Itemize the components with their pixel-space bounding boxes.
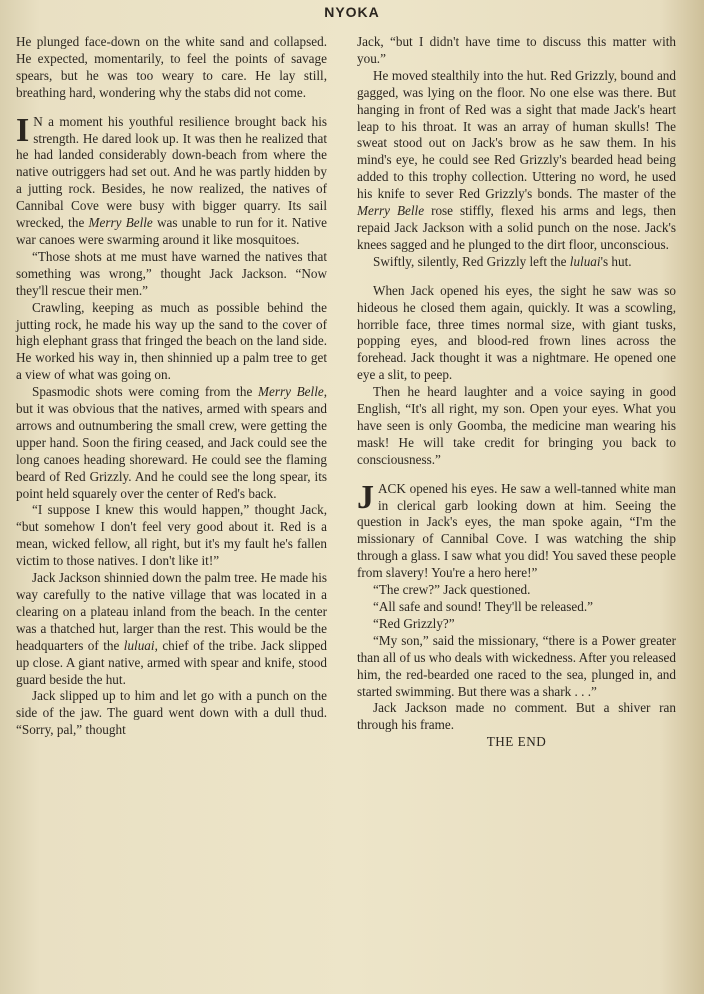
left-column — [16, 34, 327, 739]
text: 's hut. — [600, 253, 632, 269]
text: was unable to run for it. Native war canoes were swarming around it like mosquitoes. — [16, 215, 328, 247]
paragraph — [357, 254, 676, 271]
text: Swiftly, silently, Red Grizzly left the — [373, 253, 570, 269]
paragraph — [357, 68, 676, 254]
running-header: NYOKA — [324, 4, 380, 20]
drop-cap: I — [16, 111, 30, 149]
paragraph: “I suppose I knew this would happen,” thought Jack, “but somehow I don't feel very good about it. Red is a mean, wicked fellow, all right, but it's my fault he's fallen victim to those natives. I don't like it!” — [16, 502, 327, 569]
paragraph: Jack slipped up to him and let go with a punch on the side of the jaw. The guard went down with a dull thud. “Sorry, pal,” thought — [16, 688, 327, 738]
paragraph: When Jack opened his eyes, the sight he saw was so hideous he closed them again, quickly. It was a scowling, horrible face, three times normal size, with giant tusks, popping eyes, and blood-red frown lines across the forehead. Jack thought it was a nightmare. He opened one eye a slit, to peep. — [357, 282, 676, 383]
paragraph: “Red Grizzly?” — [373, 615, 455, 631]
the-end: THE END — [486, 734, 547, 750]
text: Jack Jackson shinnied down the palm tree. He made his way carefully to the native village that was located in a clearing on a plateau inland from the beach. In the center was a thatched hut, larger than the rest. This would be the headquarters of the — [16, 570, 327, 653]
ship-name: Merry Belle — [257, 384, 324, 400]
text: N a moment his youthful resilience brought back his strength. He dared look up. It was then he realized that he had landed considerably down-beach from where the native outriggers had set out. And he was partly hidden by a jutting rock. Besides, he now realized, the natives of Cannibal Cove were busy with bigger quarry. Its sail wrecked, the — [16, 113, 327, 231]
text: ACK opened his eyes. He saw a well-tanned white man in clerical garb looking down at him. Seeing the question in Jack's eyes, the man spoke again, “I'm the missionary of Cannibal Cove. I was watching the ship through a glass. I saw what you did! You saved these people from slavery! You're a hero here!” — [357, 480, 676, 581]
text: He moved stealthily into the hut. Red Grizzly, bound and gagged, was lying on the floor. No one else was there. But hanging in front of Red was a sight that made Jack's heart leap to his throat. It was an array of human skulls! The sweat stood out on Jack's brow as he saw them. In his mind's eye, he could see Red Grizzly's bearded head being added to this trophy collection. Uttering no word, he used his knife to sever Red Grizzly's bonds. The master of the — [357, 67, 676, 202]
paragraph-dropcap — [16, 111, 328, 249]
text: , chief of the tribe. Jack slipped up close. A giant native, armed with spear and knife, stood guard beside the hut. — [16, 637, 327, 687]
text: Spasmodic shots were coming from the — [32, 384, 258, 400]
paragraph: Crawling, keeping as much as possible behind the jutting rock, he made his way up the sand to the cover of high elephant grass that fringed the beach on the land side. He worked his way in, then shinnied up a palm tree to get a view of what was going on. — [16, 299, 327, 383]
paragraph — [16, 570, 327, 688]
chief-title: luluai — [123, 637, 155, 653]
chief-title: luluai — [569, 253, 601, 269]
text: , but it was obvious that the natives, armed with spears and arrows and outnumbering the small crew, were getting the upper hand. Soon the firing ceased, and Jack could see the long canoes heading shoreward. He could see the flaming beard of Red Grizzly. And he could see the long spear, its point held squarely over the center of Red's back. — [16, 384, 328, 501]
ship-name: Merry Belle — [357, 203, 425, 219]
paragraph — [16, 384, 327, 502]
paragraph: “Those shots at me must have warned the natives that something was wrong,” thought Jack Jackson. “Now they'll rescue their men.” — [16, 248, 327, 298]
text: rose stiffly, flexed his arms and legs, then repaid Jack Jackson with a solid punch on the nose. Jack's knees sagged and he plunged to the dirt floor, unconscious. — [357, 203, 677, 252]
ship-name: Merry Belle — [88, 215, 153, 231]
paragraph-dropcap — [357, 478, 676, 582]
paragraph: Jack, “but I didn't have time to discuss this matter with you.” — [357, 34, 676, 66]
right-column — [357, 34, 676, 751]
drop-cap: J — [357, 478, 374, 516]
paragraph: “The crew?” Jack questioned. — [373, 582, 531, 598]
paragraph: He plunged face-down on the white sand and collapsed. He expected, momentarily, to feel the points of savage spears, but he was too weary to care. He lay still, breathing hard, wondering why the stabs did not come. — [16, 34, 327, 100]
paragraph: Jack Jackson made no comment. But a shiver ran through his frame. — [357, 700, 676, 733]
paragraph: “All safe and sound! They'll be released.” — [373, 599, 594, 614]
paragraph: “My son,” said the missionary, “there is a Power greater than all of us who deals with wickedness. After you released him, the red-bearded one raced to the sea, plunged in, and started swimming. But there was a shark . . .” — [357, 632, 676, 699]
paragraph: Then he heard laughter and a voice saying in good English, “It's all right, my son. Open your eyes. What you have seen is only Goomba, the medicine man wearing his mask! He will take credit for bringing you back to consciousness.” — [357, 384, 676, 467]
